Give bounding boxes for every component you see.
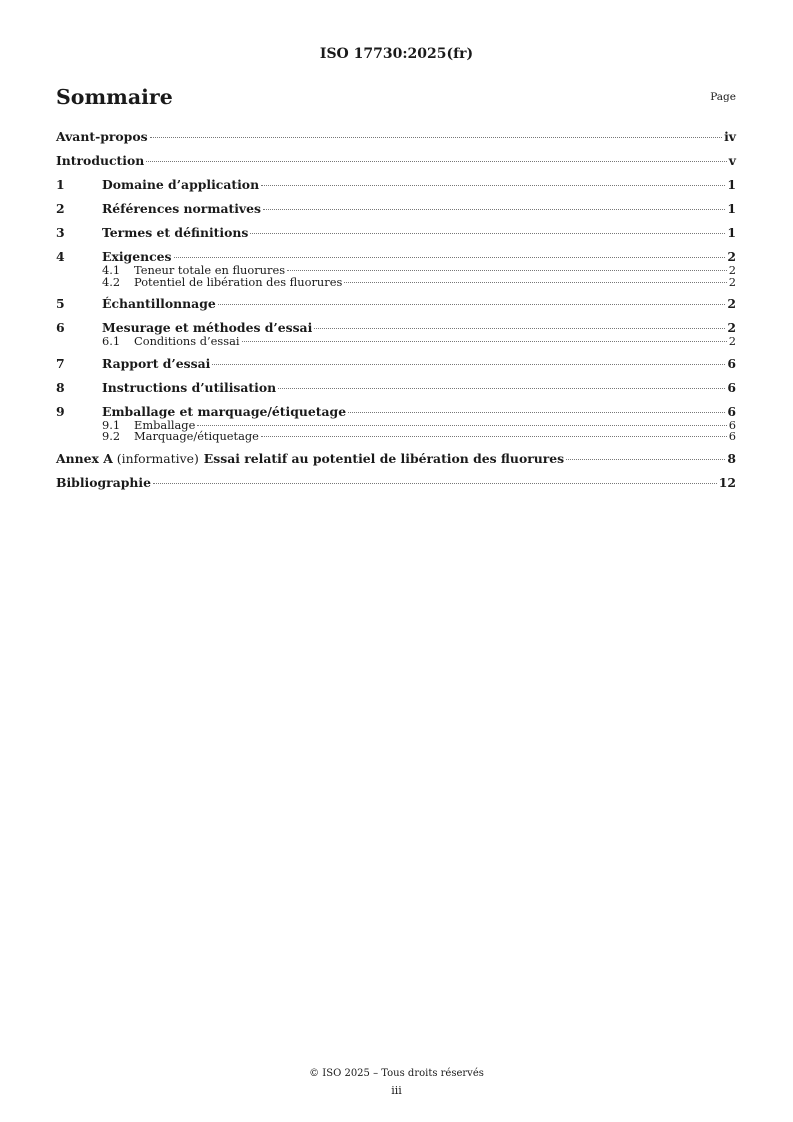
toc-entry-page: 6: [727, 355, 736, 371]
toc-entry-clause-2[interactable]: [56, 201, 736, 217]
toc-entry-bibliography[interactable]: [56, 475, 736, 491]
dot-leader: [218, 304, 726, 305]
toc-title: Sommaire: [56, 85, 173, 109]
subclause-number: 9.1: [102, 417, 121, 432]
toc-entry-label[interactable]: Termes et définitions: [102, 225, 249, 240]
toc-entry-clause-5[interactable]: [56, 296, 736, 312]
toc-entry-label[interactable]: Références normatives: [102, 201, 261, 216]
clause-number: 6: [56, 320, 65, 335]
toc-entry-label[interactable]: Potentiel de libération des fluorures: [134, 274, 343, 289]
dot-leader: [174, 257, 726, 258]
toc-entry-page: v: [728, 153, 736, 168]
toc-entry-clause-7[interactable]: [56, 356, 736, 372]
toc-entry-label[interactable]: Avant-propos: [56, 129, 148, 144]
clause-number: 9: [56, 403, 65, 419]
toc-entry-label[interactable]: Bibliographie: [56, 474, 152, 490]
subclause-number: 4.1: [102, 263, 121, 277]
dot-leader: [263, 209, 725, 210]
toc-entry-page: 12: [718, 474, 736, 490]
dot-leader: [261, 185, 725, 186]
annex-status-text: (informative): [116, 450, 199, 466]
toc-entry-label[interactable]: Mesurage et méthodes d’essai: [102, 320, 313, 335]
toc-entry-page: 6: [727, 403, 736, 419]
dot-leader: [314, 328, 725, 329]
page-number: iii: [391, 1084, 402, 1097]
toc-entry-subclause-9-2[interactable]: [56, 431, 736, 443]
toc-entry-label[interactable]: Teneur totale en fluorures: [134, 263, 286, 277]
clause-number: 8: [56, 379, 65, 395]
toc-entry-foreword[interactable]: [56, 129, 736, 145]
toc-entry-page: 2: [727, 320, 736, 335]
toc-entry-label[interactable]: Emballage: [134, 417, 196, 432]
toc-entry-page: 2: [728, 263, 736, 277]
clause-number: 2: [56, 201, 65, 216]
toc-entry-label[interactable]: Domaine d’application: [102, 177, 260, 192]
toc-entry-label[interactable]: Conditions d’essai: [134, 334, 240, 348]
toc-entry-page: 6: [727, 379, 736, 395]
toc-entry-annex-a[interactable]: [56, 451, 736, 467]
dot-leader: [278, 388, 725, 389]
toc-entry-clause-8[interactable]: [56, 380, 736, 396]
toc-entry-page: 1: [727, 225, 736, 240]
dot-leader: [287, 270, 727, 271]
toc-entry-label[interactable]: Emballage et marquage/étiquetage: [102, 403, 347, 419]
dot-leader: [566, 459, 725, 460]
toc-entry-label[interactable]: Essai relatif au potentiel de libération des fluorures: [203, 450, 565, 466]
toc-entry-page: iv: [724, 129, 736, 144]
dot-leader: [344, 282, 726, 283]
toc-entry-label[interactable]: Marquage/étiquetage: [134, 429, 259, 443]
toc-entry-page: 6: [728, 417, 736, 432]
toc-entry-subclause-6-1[interactable]: [56, 336, 736, 348]
dot-leader: [242, 341, 727, 342]
toc-entry-page: 2: [728, 334, 736, 348]
clause-number: 5: [56, 296, 65, 311]
subclause-number: 4.2: [102, 274, 121, 289]
dot-leader: [261, 436, 727, 437]
toc-entry-page: 2: [727, 249, 736, 264]
subclause-number: 9.2: [102, 429, 121, 443]
dot-leader: [197, 425, 726, 426]
clause-number: 4: [56, 249, 65, 264]
toc-entry-subclause-4-2[interactable]: [56, 274, 736, 289]
subclause-number: 6.1: [102, 334, 121, 348]
clause-number: 3: [56, 225, 65, 240]
toc-entry-page: 8: [727, 450, 736, 466]
toc-entry-page: 2: [728, 274, 736, 289]
toc-entry-page: 2: [727, 296, 736, 311]
dot-leader: [150, 137, 723, 138]
toc-entry-introduction[interactable]: [56, 153, 736, 169]
dot-leader: [212, 364, 725, 365]
toc-entry-label[interactable]: Rapport d’essai: [102, 355, 211, 371]
toc-entry-clause-1[interactable]: [56, 177, 736, 193]
toc-entry-label[interactable]: Échantillonnage: [102, 296, 216, 311]
dot-leader: [146, 161, 727, 162]
clause-number: 7: [56, 355, 65, 371]
toc-entry-page: 6: [728, 429, 736, 443]
dot-leader: [153, 483, 717, 484]
toc-entry-label[interactable]: Introduction: [56, 153, 145, 168]
page-column-label: Page: [710, 91, 736, 103]
annex-label: Annex A: [56, 450, 113, 466]
toc-entry-label[interactable]: Exigences: [102, 249, 172, 264]
annex-status: [113, 451, 199, 467]
dot-leader: [250, 233, 725, 234]
copyright-notice: © ISO 2025 – Tous droits réservés: [309, 1068, 484, 1079]
table-of-contents: [56, 129, 736, 491]
toc-entry-label[interactable]: Instructions d’utilisation: [102, 379, 277, 395]
dot-leader: [348, 412, 725, 413]
document-id: ISO 17730:2025(fr): [319, 46, 474, 62]
clause-number: 1: [56, 177, 65, 192]
toc-entry-page: 1: [727, 201, 736, 216]
toc-entry-page: 1: [727, 177, 736, 192]
toc-entry-clause-3[interactable]: [56, 225, 736, 241]
